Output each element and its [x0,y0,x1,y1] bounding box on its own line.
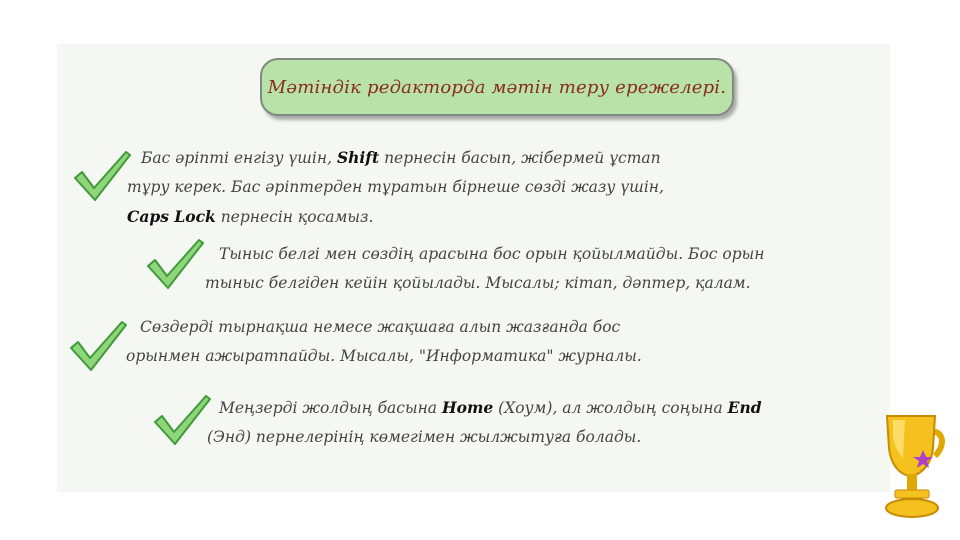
rule-3-text [126,313,642,371]
rule-1-line-2: тұру керек. Бас әріптерден тұратын бірнеше сөзді жазу үшін, [127,178,664,196]
caps-lock-key-label: Caps Lock [127,207,216,226]
title-box [260,58,734,116]
slide-title: Мәтіндік редакторда мәтін теру ережелері. [267,76,727,98]
rule-2-text [205,240,764,298]
rule-2-line-2: тыныс белгіден кейін қойылады. Мысалы; кітап, дәптер, қалам. [205,274,751,292]
home-key-label: Home [441,398,494,417]
shift-key-label: Shift [336,148,380,167]
rule-4-text [207,393,762,452]
rule-3-line-1: Сөздерді тырнақша немесе жақшаға алып жазғанда бос [140,318,621,336]
checkmark-icon [72,148,132,202]
rule-4-line-1: Меңзерді жолдың басына Home (Хоум), ал жолдың соңына End [219,398,762,417]
checkmark-icon [68,318,128,372]
rule-1-line-1: Бас әріпті енгізу үшін, Shift пернесін басып, жібермей ұстап [141,148,661,167]
rule-3-line-2: орынмен ажыратпайды. Мысалы, "Информатика" журналы. [126,347,642,365]
end-key-label: End [727,398,762,417]
rule-1-text [127,143,664,232]
rule-1-line-3: Caps Lock пернесін қосамыз. [127,207,374,226]
checkmark-icon [145,236,205,290]
rule-4-line-2: (Энд) пернелерінің көмегімен жылжытуға болады. [207,428,642,446]
trophy-icon [877,410,949,522]
rule-2-line-1: Тыныс белгі мен сөздің арасына бос орын қойылмайды. Бос орын [219,245,765,263]
checkmark-icon [152,392,212,446]
